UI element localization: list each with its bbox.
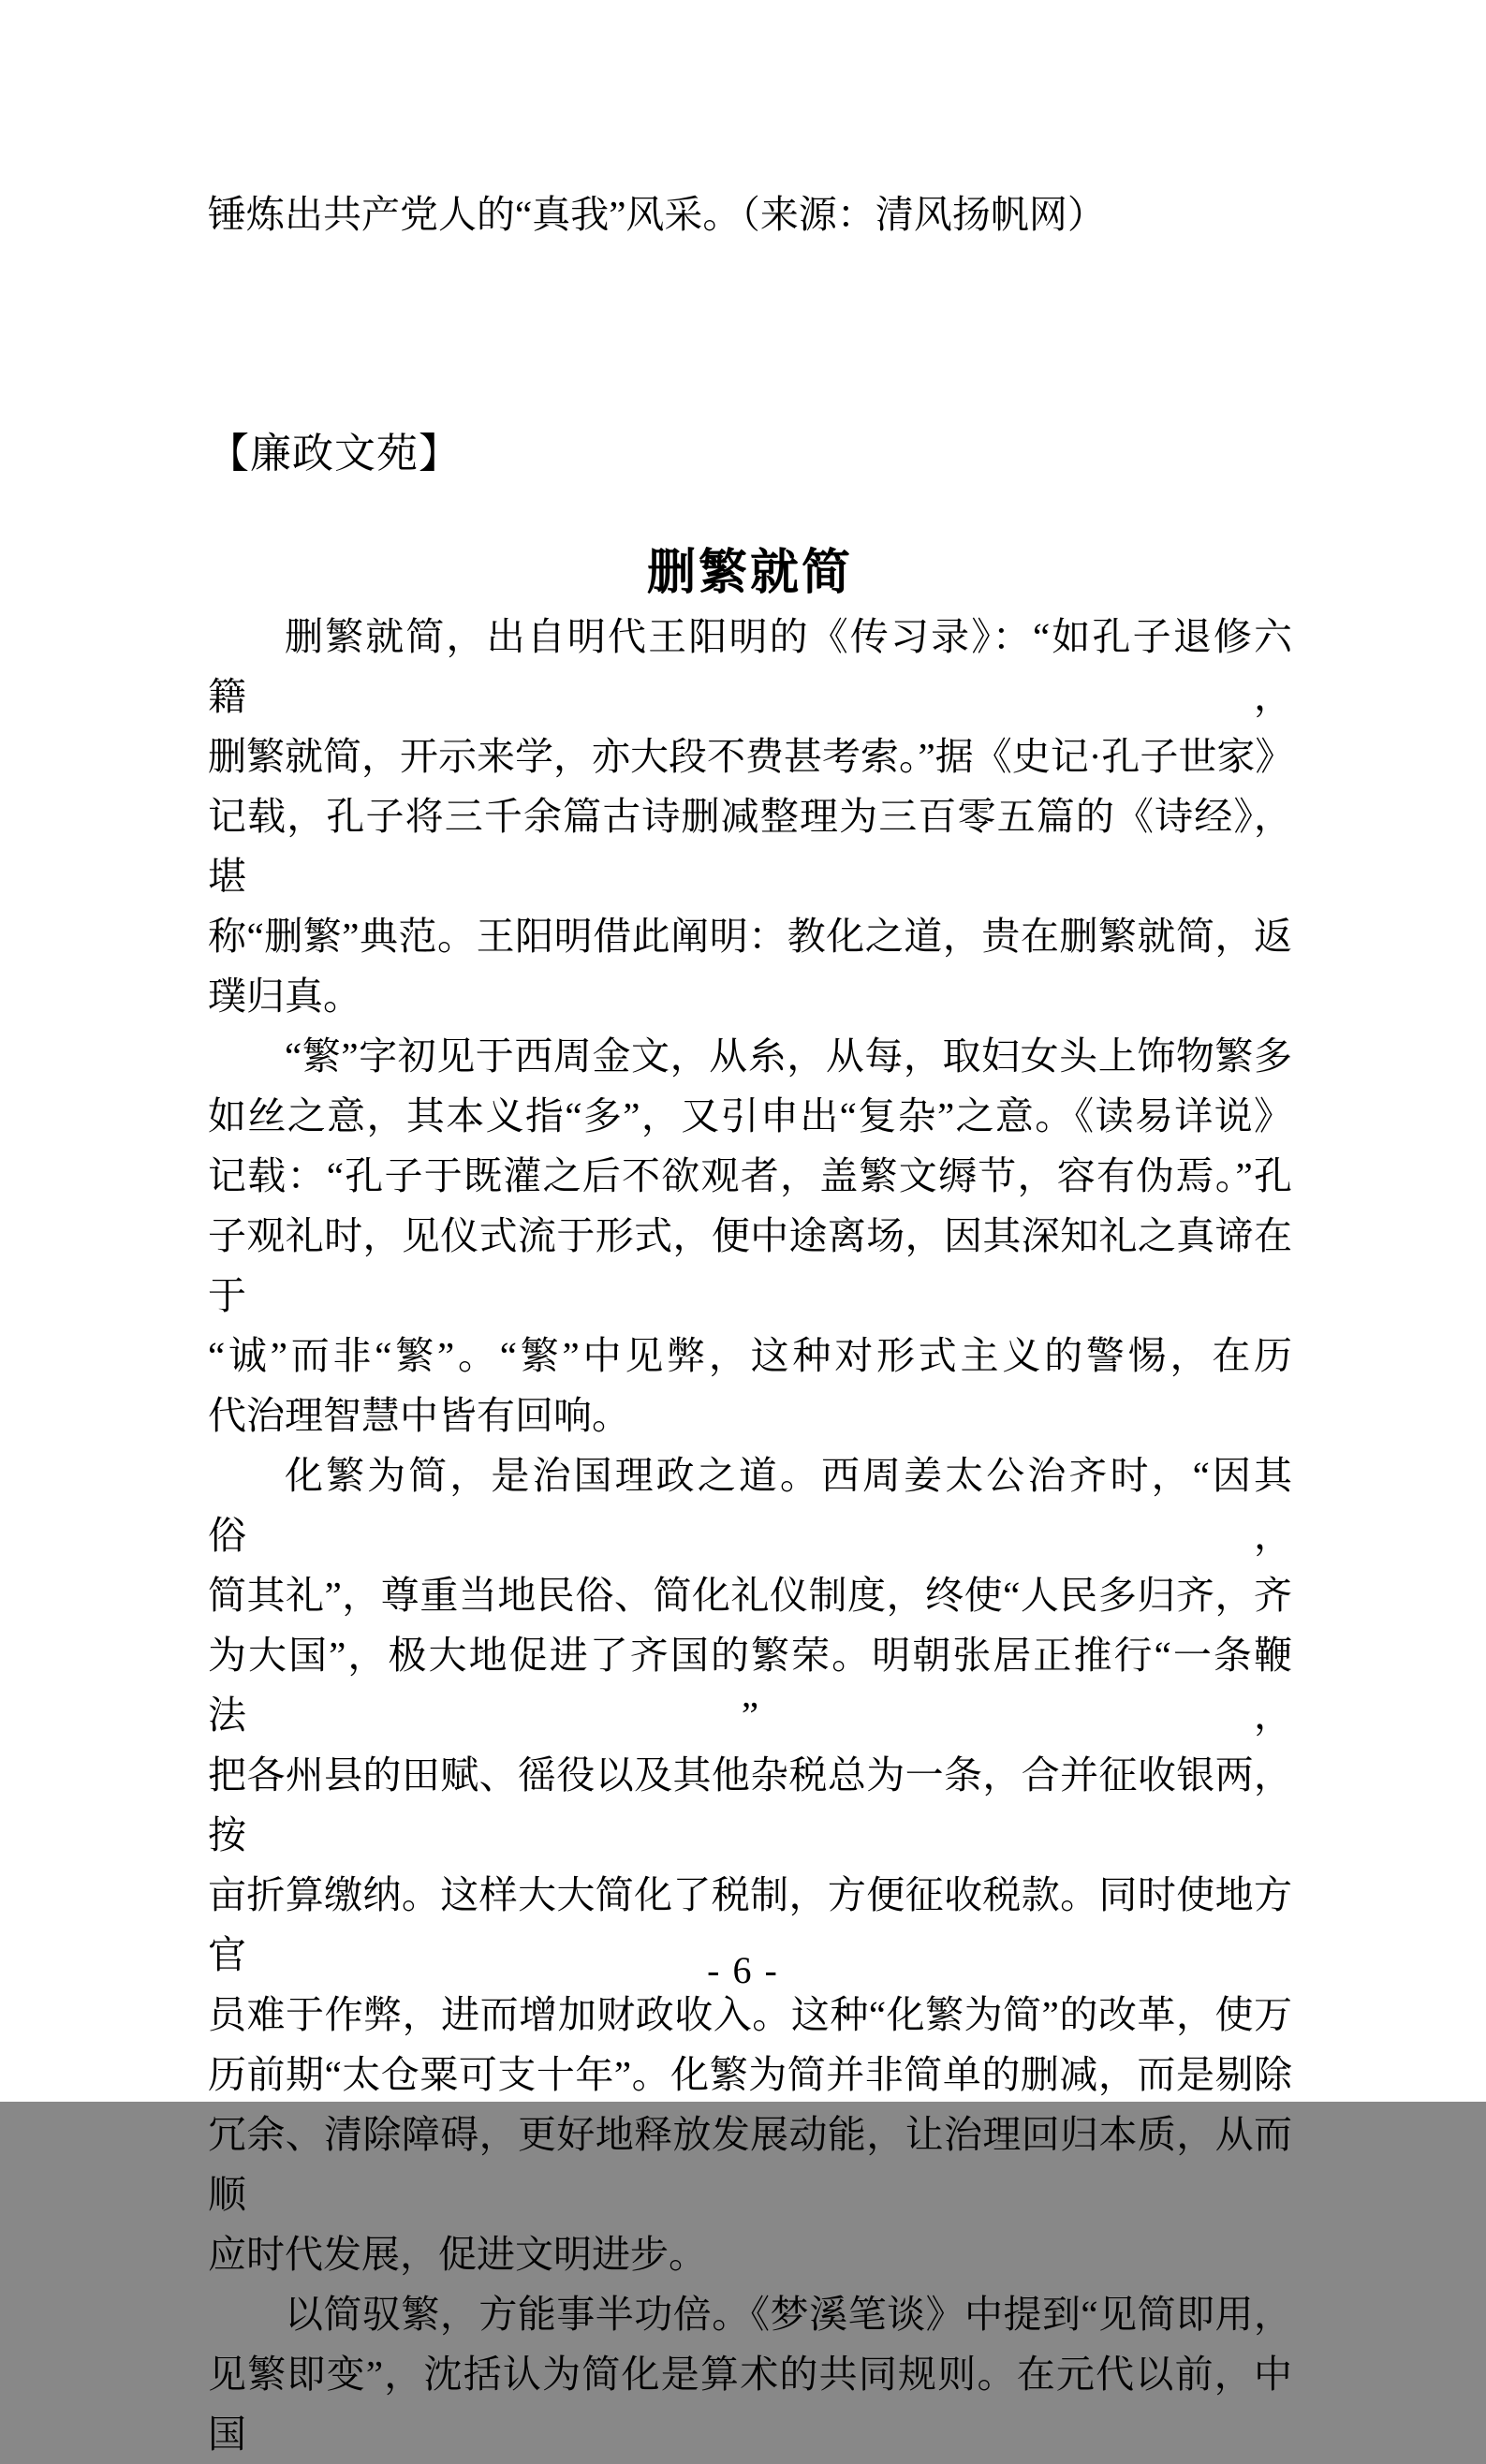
body-line: 删繁就简，出自明代王阳明的《传习录》：“如孔子退修六籍， <box>208 615 1292 718</box>
body-line: 以简驭繁，方能事半功倍。《梦溪笔谈》中提到“见简即用， <box>285 2293 1292 2336</box>
body-line: 称“删繁”典范。王阳明借此阐明：教化之道，贵在删繁就简，返 <box>208 915 1292 958</box>
body-line: 简其礼”，尊重当地民俗、简化礼仪制度，终使“人民多归齐，齐 <box>208 1574 1292 1617</box>
article-body <box>208 607 1292 2464</box>
body-line: 代治理智慧中皆有回响。 <box>208 1394 630 1437</box>
article-title: 删繁就简 <box>646 547 853 600</box>
body-line: 删繁就简，开示来学，亦大段不费甚考索。”据《史记·孔子世家》 <box>208 735 1294 778</box>
body-line: “诚”而非“繁”。“繁”中见弊，这种对形式主义的警惕，在历 <box>208 1334 1292 1377</box>
body-line: 记载：“孔子于既灌之后不欲观者，盖繁文缛节，容有伪焉。”孔 <box>208 1154 1292 1197</box>
body-line: 为大国”，极大地促进了齐国的繁荣。明朝张居正推行“一条鞭法”， <box>208 1634 1292 1737</box>
body-line: 亩折算缴纳。这样大大简化了税制，方便征收税款。同时使地方官 <box>208 1873 1292 1976</box>
page-number: - 6 - <box>707 1949 779 1991</box>
body-line: 子观礼时，见仪式流于形式，便中途离场，因其深知礼之真谛在于 <box>208 1214 1292 1317</box>
body-line: 员难于作弊，进而增加财政收入。这种“化繁为简”的改革，使万 <box>208 1993 1292 2036</box>
body-line: 把各州县的田赋、徭役以及其他杂税总为一条，合并征收银两，按 <box>208 1753 1292 1856</box>
body-line: 见繁即变”，沈括认为简化是算术的共同规则。在元代以前，中国 <box>208 2353 1292 2456</box>
body-line: 璞归真。 <box>208 975 361 1018</box>
body-line: 如丝之意，其本义指“多”，又引申出“复杂”之意。《读易详说》 <box>208 1094 1292 1137</box>
continuation-paragraph: 锤炼出共产党人的“真我”风采。（来源：清风扬帆网） <box>208 193 1106 236</box>
section-heading: 【廉政文苑】 <box>208 431 461 477</box>
body-line: 冗余、清除障碍，更好地释放发展动能，让治理回归本质，从而顺 <box>208 2113 1292 2216</box>
body-line: “繁”字初见于西周金文，从糸，从每，取妇女头上饰物繁多 <box>285 1034 1292 1078</box>
body-line: 化繁为简，是治国理政之道。西周姜太公治齐时，“因其俗， <box>208 1454 1292 1557</box>
body-line: 历前期“太仓粟可支十年”。化繁为简并非简单的删减，而是剔除 <box>208 2053 1292 2096</box>
body-line: 应时代发展，促进文明进步。 <box>208 2233 707 2276</box>
body-line: 记载，孔子将三千余篇古诗删减整理为三百零五篇的《诗经》，堪 <box>208 795 1292 898</box>
